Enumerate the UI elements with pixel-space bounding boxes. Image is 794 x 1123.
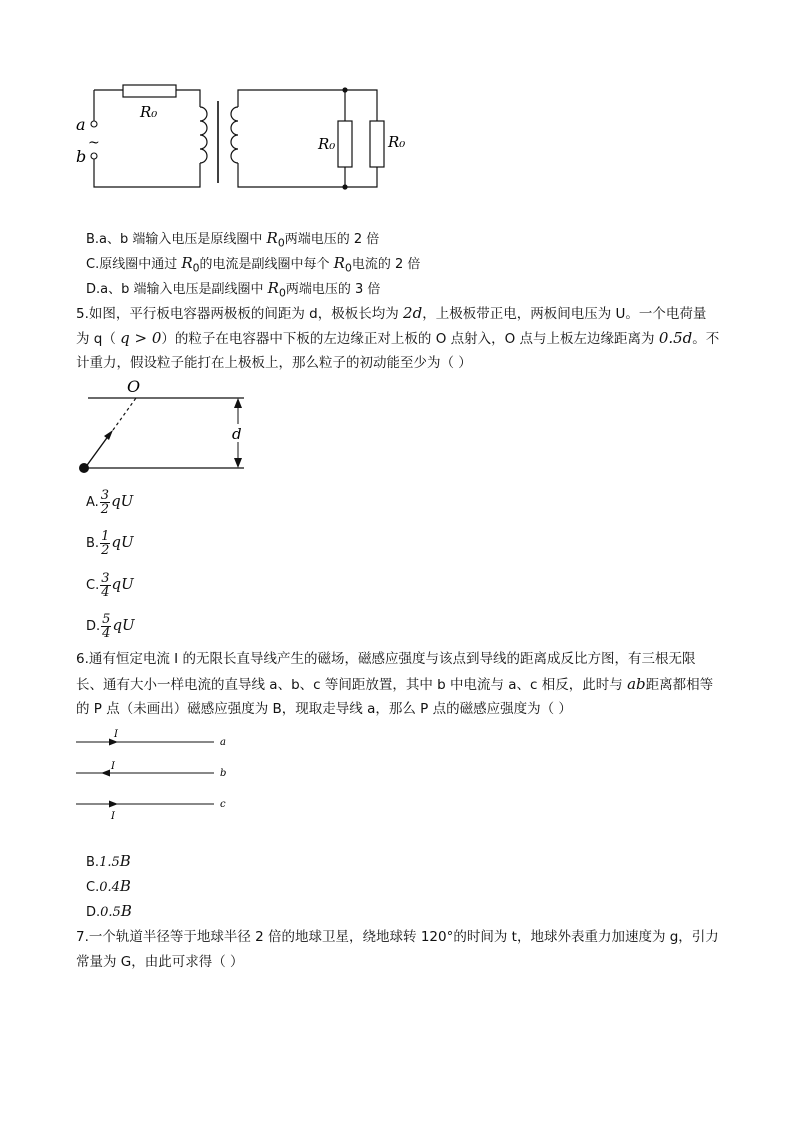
q5-option-d: D. $\frac{5}{4}$ qU xyxy=(86,612,135,641)
q4-option-b: B.a、b 端输入电压是原线圈中 $R_0$两端电压的 2 倍 xyxy=(86,229,380,250)
q5-option-a: A. $\frac{3}{2}$ qU xyxy=(86,488,134,517)
q6-line-2: 长、通有大小一样电流的直导线 a、b、c 等间距放置，其中 b 中电流与 a、c 相反，此时与 ab距离都相等 xyxy=(76,675,714,693)
q5-option-c: C. $\frac{3}{4}$ qU xyxy=(86,571,134,600)
fraction: $\frac{3}{4}$ xyxy=(101,571,110,600)
wires-figure xyxy=(74,726,234,824)
ac-source-symbol: ~ xyxy=(88,135,100,151)
q7-line-1: 7.一个轨道半径等于地球半径 2 倍的地球卫星，绕地球转 120°的时间为 t，地球外表重力加速度为 g，引力 xyxy=(76,929,719,945)
wire-b-label: b xyxy=(220,768,227,779)
r0-right-label: R₀ xyxy=(388,133,406,151)
q5-line-2: 为 q（ q > 0）的粒子在电容器中下板的左边缘正对上板的 O 点射入，O 点与上板左边缘距离为 0.5d。不 xyxy=(76,329,720,347)
terminal-b-label: b xyxy=(76,147,87,166)
transformer-circuit-figure xyxy=(70,75,415,200)
plate-distance-label: d xyxy=(232,425,242,443)
q6-option-b: B.1.5B xyxy=(86,852,131,870)
capacitor-figure xyxy=(74,378,264,478)
point-o-label: O xyxy=(127,378,141,396)
q6-line-1: 6.通有恒定电流 I 的无限长直导线产生的磁场，磁感应强度与该点到导线的距离成反比方图，有三根无限 xyxy=(76,651,696,667)
q5-line-3: 计重力，假设粒子能打在上极板上，那么粒子的初动能至少为（ ） xyxy=(76,355,472,371)
wire-c-current-label: I xyxy=(111,811,115,822)
wire-a-label: a xyxy=(220,737,226,748)
q4-option-c: C.原线圈中通过 $R_0$的电流是副线圈中每个 $R_0$电流的 2 倍 xyxy=(86,254,421,275)
q5-option-b: B. $\frac{1}{2}$ qU xyxy=(86,529,134,558)
q6-option-c: C.0.4B xyxy=(86,877,131,895)
terminal-a-label: a xyxy=(76,115,86,134)
wire-a-current-label: I xyxy=(114,729,118,740)
wire-b-current-label: I xyxy=(111,761,115,772)
q6-line-3: 的 P 点（未画出）磁感应强度为 B，现取走导线 a，那么 P 点的磁感应强度为（ ） xyxy=(76,701,572,717)
q7-line-2: 常量为 G，由此可求得（ ） xyxy=(76,954,244,970)
q6-option-d: D.0.5B xyxy=(86,902,132,920)
r0-top-label: R₀ xyxy=(140,103,158,121)
q4-option-d: D.a、b 端输入电压是副线圈中 $R_0$两端电压的 3 倍 xyxy=(86,279,381,300)
r0-mid-label: R₀ xyxy=(318,135,336,153)
wire-c-label: c xyxy=(220,799,226,810)
fraction: $\frac{3}{2}$ xyxy=(100,488,110,517)
q5-line-1: 5.如图，平行板电容器两极板的间距为 d，极板长均为 2d，上极板带正电，两板间电压为 U。一个电荷量 xyxy=(76,304,707,322)
fraction: $\frac{5}{4}$ xyxy=(102,612,111,641)
fraction: $\frac{1}{2}$ xyxy=(101,529,110,558)
